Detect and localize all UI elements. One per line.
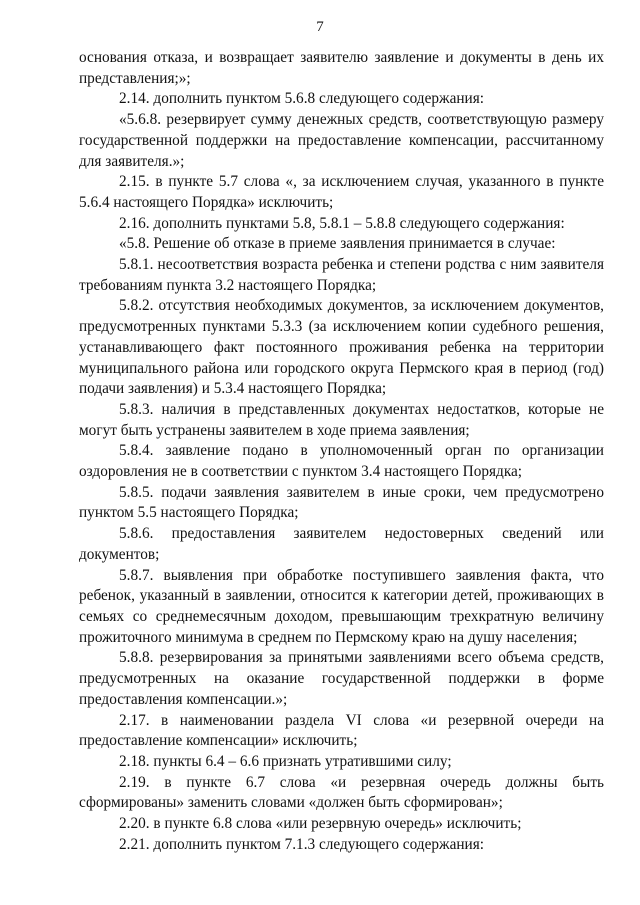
paragraph: 5.8.4. заявление подано в уполномоченный орган по организации оздоровления не в соответствии с пунктом 3.4 настоящего Порядка; xyxy=(79,442,604,481)
paragraph: 5.8.8. резервирования за принятыми заявлениями всего объема средств, предусмотренных на оказание государственной поддержки в форме предоставления компенсации.»; xyxy=(79,649,604,708)
paragraph: 5.8.7. выявления при обработке поступившего заявления факта, что ребенок, указанный в заявлении, относится к категории детей, проживающих в семьях со среднемесячным доходом, превышающим трехкратную величину прожиточного минимума в среднем по Пермскому краю на душу населения; xyxy=(79,566,604,646)
paragraph: 2.19. в пункте 6.7 слова «и резервная очередь должны быть сформированы» заменить словами «должен быть сформирован»; xyxy=(79,773,604,812)
paragraph: 5.8.6. предоставления заявителем недостоверных сведений или документов; xyxy=(79,525,604,563)
paragraph: 5.8.1. несоответствия возраста ребенка и степени родства с ним заявителя требованиям пункта 3.2 настоящего Порядка; xyxy=(79,256,604,294)
paragraph: «5.6.8. резервирует сумму денежных средств, соответствующую размеру государственной поддержки на предоставление компенсации, рассчитанному для заявителя.»; xyxy=(79,111,604,170)
paragraph: 2.20. в пункте 6.8 слова «или резервную очередь» исключить; xyxy=(119,815,522,833)
paragraph: 5.8.3. наличия в представленных документах недостатков, которые не могут быть устранены заявителем в ходе приема заявления; xyxy=(79,400,604,439)
paragraph: 5.8.5. подачи заявления заявителем в иные сроки, чем предусмотрено пунктом 5.5 настоящего Порядка; xyxy=(79,483,604,522)
page-number: 7 xyxy=(316,19,324,35)
paragraph: 2.15. в пункте 5.7 слова «, за исключением случая, указанного в пункте 5.6.4 настоящего Порядка» исключить; xyxy=(79,173,604,211)
paragraph: «5.8. Решение об отказе в приеме заявления принимается в случае: xyxy=(119,235,556,253)
paragraph: 2.17. в наименовании раздела VI слова «и резервной очереди на предоставление компенсации» исключить; xyxy=(79,711,604,750)
paragraph: 5.8.2. отсутствия необходимых документов, за исключением документов, предусмотренных пунктами 5.3.3 (за исключением копии судебного решения, устанавливающего факт постоянного проживания ребенка на территории муниципального района или городского округа Пермского края в период (год) подачи заявления) и 5.3.4 настоящего Порядка; xyxy=(79,297,604,398)
paragraph: 2.16. дополнить пунктами 5.8, 5.8.1 – 5.8.8 следующего содержания: xyxy=(119,214,565,232)
paragraph: 2.21. дополнить пунктом 7.1.3 следующего содержания: xyxy=(119,835,485,853)
paragraph: основания отказа, и возвращает заявителю заявление и документы в день их представления;»; xyxy=(79,49,604,87)
paragraph: 2.14. дополнить пунктом 5.6.8 следующего содержания: xyxy=(119,90,485,108)
document-body xyxy=(79,48,604,855)
paragraph: 2.18. пункты 6.4 – 6.6 признать утратившими силу; xyxy=(119,752,452,770)
